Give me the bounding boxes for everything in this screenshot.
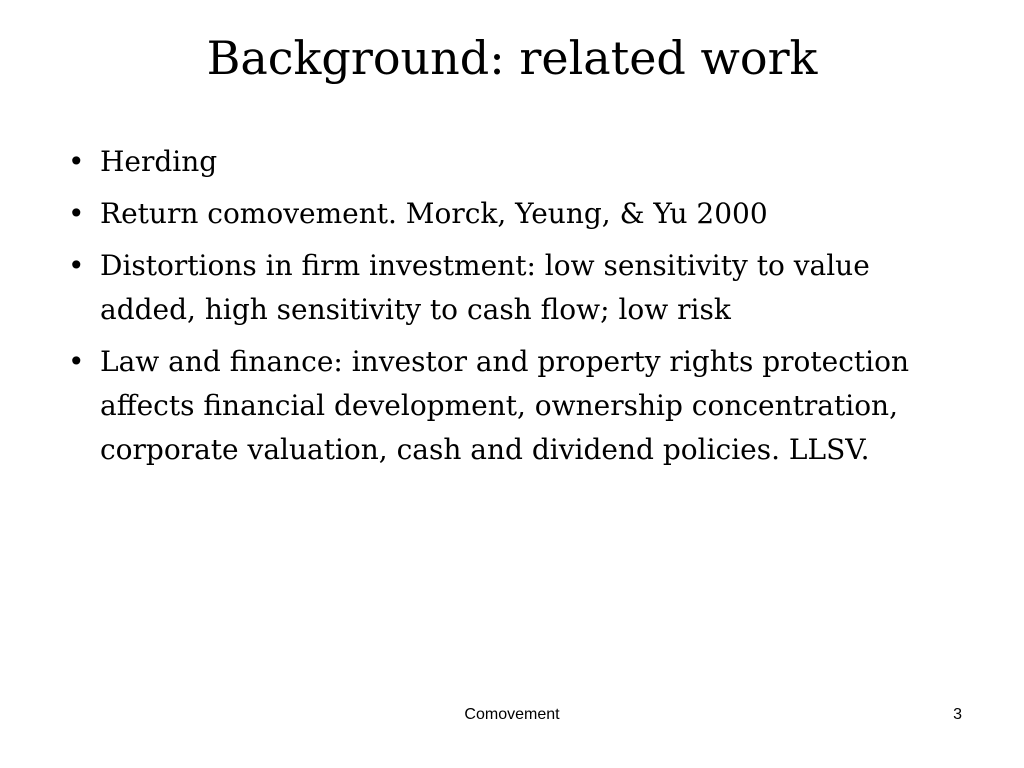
bullet-item-distortions	[64, 244, 964, 332]
bullet-text: Herding	[100, 145, 218, 178]
bullet-text: Distortions in firm investment: low sensitivity to value added, high sensitivity to cash flow; low risk	[100, 249, 870, 326]
bullet-list	[64, 140, 964, 480]
bullet-item-return-comovement	[64, 192, 964, 236]
bullet-icon: •	[68, 197, 85, 230]
bullet-icon: •	[68, 345, 85, 378]
footer-title: Comovement	[464, 706, 560, 723]
page-number: 3	[953, 706, 962, 723]
bullet-icon: •	[68, 249, 85, 282]
slide-title: Background: related work	[206, 31, 818, 85]
bullet-icon: •	[68, 145, 85, 178]
bullet-item-herding	[64, 140, 964, 184]
bullet-item-law-and-finance	[64, 340, 964, 472]
bullet-text: Return comovement. Morck, Yeung, & Yu 2000	[100, 197, 768, 230]
bullet-text: Law and finance: investor and property rights protection affects financial development, ownership concentration, corporate valuation, cash and dividend policies. LLSV.	[100, 345, 910, 466]
